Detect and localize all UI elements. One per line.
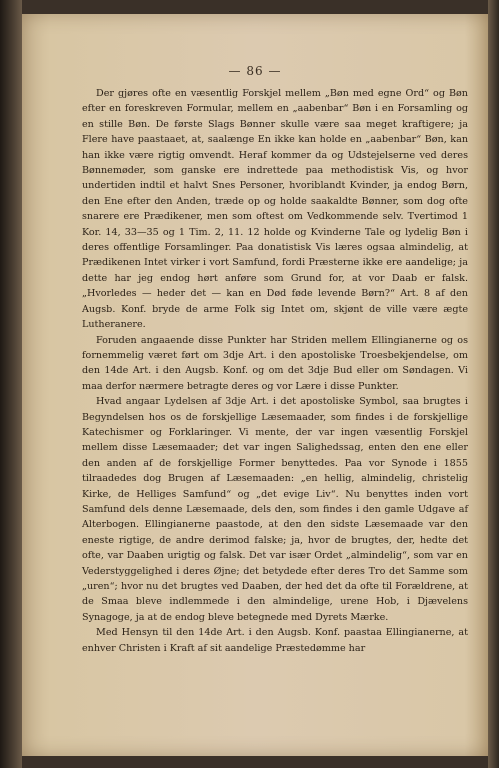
paragraph-3: Hvad angaar Lydelsen af 3dje Art. i det apostoliske Symbol, saa brugtes i Begyndelsen hos os de forskjellige Læsemaader, som findes i de forskjellige Katechismer og Forklaringer. Vi mente, der var ingen væsentlig Forskjel mellem disse Læsemaader; det var ingen Salighedssag, enten den ene eller den anden af de forskjellige Former benyttedes. Paa vor Synode i 1855 tilraadedes dog Brugen af Læsemaaden: „en hellig, almindelig, christelig Kirke, de Helliges Samfund“ og „det evige Liv“. Nu benyttes inden vort Samfund dels denne Læsemaade, dels den, som findes i den gamle Udgave af Alterbogen. Ellingianerne paastode, at den den sidste Læsemaade var den eneste rigtige, de andre derimod falske; ja, hvor de brugtes, der, hedte det ofte, var Daaben urigtig og falsk. Det var især Ordet „almindelig“, som var en Vederstyggelighed i deres Øjne; det betydede efter deres Tro det Samme som „uren“; hvor nu det brugtes ved Daaben, der hed det da ofte til Forældrene, at de Smaa bleve indlemmede i den almindelige, urene Hob, i Djævelens Synagoge, ja at de endog bleve betegnede med Dyrets Mærke. [82, 396, 468, 623]
paragraph-1: Der gjøres ofte en væsentlig Forskjel mellem „Bøn med egne Ord“ og Bøn efter en foreskreven Formular, mellem en „aabenbar“ Bøn i en Forsamling og en stille Bøn. De første Slags Bønner skulle være saa meget kraftigere; ja Flere have paastaaet, at, saalænge En ikke kan holde en „aabenbar“ Bøn, kan han ikke være rigtig omvendt. Heraf kommer da og Udstejelserne ved deres Bønnemøder, som ganske ere indrettede paa methodistisk Vis, og hvor undertiden indtil et halvt Snes Personer, hvoriblandt Kvinder, ja endog Børn, den Ene efter den Anden, træde op og holde saakaldte Bønner, som dog ofte snarere ere Prædikener, men som oftest om Vedkommende selv. Tvertimod 1 Kor. 14, 33—35 og 1 Tim. 2, 11. 12 holde og Kvinderne Tale og lydelig Bøn i deres offentlige Forsamlinger. Paa donatistisk Vis læres ogsaa almindelig, at Prædikenen Intet virker i vort Samfund, fordi Præsterne ikke ere aandelige; ja dette har jeg endog hørt anføre som Grund for, at vor Daab er falsk. „Hvorledes — heder det — kan en Død føde levende Børn?“ Art. 8 af den Augsb. Konf. bryde de arme Folk sig Intet om, skjønt de ville være ægte Lutheranere. [82, 88, 468, 331]
page-body-text [82, 86, 468, 656]
page-number: — 86 — [228, 64, 282, 78]
page-edge [488, 0, 499, 768]
book-page [22, 14, 488, 756]
paragraph-4: Med Hensyn til den 14de Art. i den Augsb. Konf. paastaa Ellingianerne, at enhver Christen i Kraft af sit aandelige Præstedømme har [82, 627, 468, 654]
book-spine [0, 0, 22, 768]
paragraph-2: Foruden angaaende disse Punkter har Striden mellem Ellingianerne og os fornemmelig været ført om 3dje Art. i den apostoliske Troesbekjendelse, om den 14de Art. i den Augsb. Konf. og om det 3dje Bud eller om Søndagen. Vi maa derfor nærmere betragte deres og vor Lære i disse Punkter. [82, 334, 468, 392]
